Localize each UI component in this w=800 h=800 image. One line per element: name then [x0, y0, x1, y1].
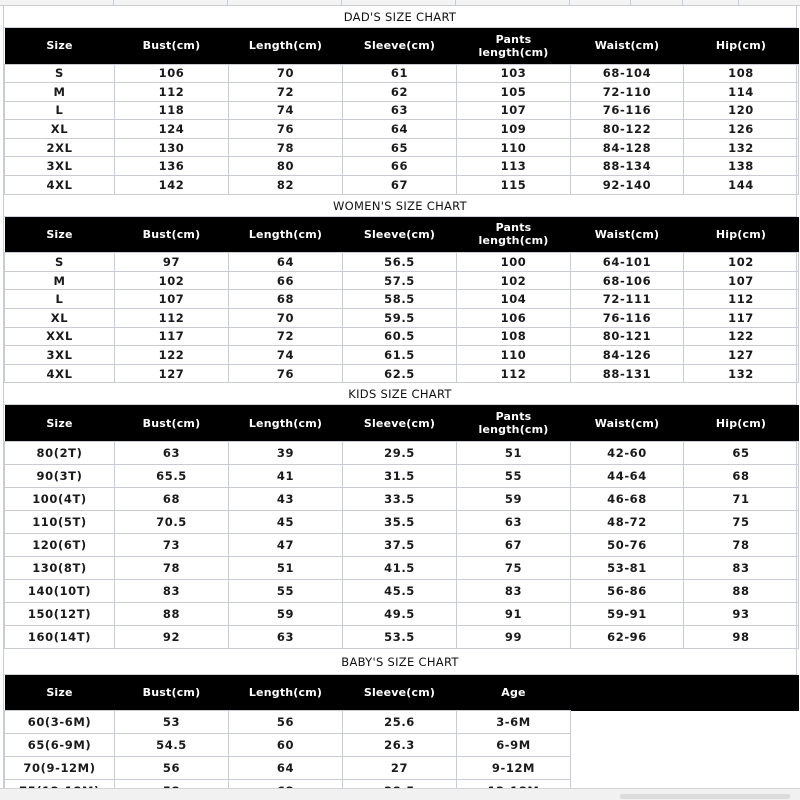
measurement-cell: 26.3 — [343, 734, 457, 757]
measurement-cell: 51 — [229, 556, 343, 579]
measurement-cell: 72 — [229, 83, 343, 102]
measurement-cell: 67 — [343, 176, 457, 195]
measurement-cell: 84-128 — [571, 138, 684, 157]
measurement-cell: 51 — [457, 441, 571, 464]
measurement-cell: 80 — [229, 157, 343, 176]
measurement-cell: 102 — [684, 253, 799, 272]
measurement-cell: 112 — [115, 308, 229, 327]
table-row — [5, 364, 799, 383]
measurement-cell: 60 — [229, 734, 343, 757]
measurement-cell: 106 — [457, 308, 571, 327]
header-filler — [684, 675, 799, 711]
column-header-bust: Bust(cm) — [115, 217, 229, 253]
measurement-cell: 41.5 — [343, 556, 457, 579]
size-cell: S — [5, 64, 115, 83]
baby-size-chart-title: BABY'S SIZE CHART — [4, 649, 796, 675]
column-header-sleeve: Sleeve(cm) — [343, 405, 457, 441]
column-header-hip: Hip(cm) — [684, 217, 799, 253]
size-cell: S — [5, 253, 115, 272]
measurement-cell: 72-111 — [571, 290, 684, 309]
measurement-cell: 66 — [229, 271, 343, 290]
table-row — [5, 327, 799, 346]
women-size-chart-title: WOMEN'S SIZE CHART — [4, 195, 796, 217]
measurement-cell: 144 — [684, 176, 799, 195]
size-cell: 2XL — [5, 138, 115, 157]
table-header-row — [5, 217, 799, 253]
measurement-cell: 35.5 — [343, 510, 457, 533]
measurement-cell: 60.5 — [343, 327, 457, 346]
measurement-cell: 76-116 — [571, 308, 684, 327]
scrollbar-thumb[interactable] — [620, 794, 790, 799]
measurement-cell: 138 — [684, 157, 799, 176]
measurement-cell: 74 — [229, 346, 343, 365]
measurement-cell: 76 — [229, 364, 343, 383]
measurement-cell: 55 — [457, 464, 571, 487]
measurement-cell: 80-122 — [571, 120, 684, 139]
table-header-row — [5, 405, 799, 441]
measurement-cell: 27 — [343, 757, 457, 780]
empty-area — [571, 711, 799, 800]
measurement-cell: 59.5 — [343, 308, 457, 327]
column-header-pants-length: Pants length(cm) — [457, 405, 571, 441]
measurement-cell: 103 — [457, 64, 571, 83]
measurement-cell: 64-101 — [571, 253, 684, 272]
measurement-cell: 56 — [115, 757, 229, 780]
measurement-cell: 107 — [457, 101, 571, 120]
measurement-cell: 112 — [115, 83, 229, 102]
measurement-cell: 76-116 — [571, 101, 684, 120]
table-row — [5, 711, 799, 734]
column-header-hip: Hip(cm) — [684, 405, 799, 441]
column-header-length: Length(cm) — [229, 217, 343, 253]
size-cell: 120(6T) — [5, 533, 115, 556]
measurement-cell: 31.5 — [343, 464, 457, 487]
size-cell: 160(14T) — [5, 625, 115, 648]
dad-size-chart-title: DAD'S SIZE CHART — [4, 6, 796, 28]
table-row — [5, 308, 799, 327]
measurement-cell: 98 — [684, 625, 799, 648]
size-cell: 100(4T) — [5, 487, 115, 510]
women-size-table — [4, 217, 799, 384]
size-cell: XL — [5, 120, 115, 139]
measurement-cell: 67 — [457, 533, 571, 556]
baby-size-table — [4, 675, 799, 800]
measurement-cell: 91 — [457, 602, 571, 625]
measurement-cell: 41 — [229, 464, 343, 487]
measurement-cell: 114 — [684, 83, 799, 102]
measurement-cell: 75 — [457, 556, 571, 579]
measurement-cell: 39 — [229, 441, 343, 464]
table-row — [5, 138, 799, 157]
measurement-cell: 33.5 — [343, 487, 457, 510]
measurement-cell: 63 — [457, 510, 571, 533]
measurement-cell: 6-9M — [457, 734, 571, 757]
column-header-size: Size — [5, 217, 115, 253]
size-cell: XL — [5, 308, 115, 327]
size-cell: 80(2T) — [5, 441, 115, 464]
measurement-cell: 70.5 — [115, 510, 229, 533]
measurement-cell: 70 — [229, 308, 343, 327]
measurement-cell: 66 — [343, 157, 457, 176]
measurement-cell: 37.5 — [343, 533, 457, 556]
measurement-cell: 109 — [457, 120, 571, 139]
measurement-cell: 53.5 — [343, 625, 457, 648]
measurement-cell: 53-81 — [571, 556, 684, 579]
column-header-size: Size — [5, 675, 115, 711]
table-row — [5, 533, 799, 556]
column-header-hip: Hip(cm) — [684, 28, 799, 64]
measurement-cell: 65 — [343, 138, 457, 157]
measurement-cell: 44-64 — [571, 464, 684, 487]
column-header-length: Length(cm) — [229, 28, 343, 64]
measurement-cell: 120 — [684, 101, 799, 120]
table-header-row — [5, 28, 799, 64]
column-header-length: Length(cm) — [229, 405, 343, 441]
measurement-cell: 59 — [229, 602, 343, 625]
measurement-cell: 110 — [457, 346, 571, 365]
size-chart-sheet — [3, 6, 797, 800]
measurement-cell: 71 — [684, 487, 799, 510]
column-header-bust: Bust(cm) — [115, 28, 229, 64]
measurement-cell: 70 — [229, 64, 343, 83]
measurement-cell: 75 — [684, 510, 799, 533]
table-header-row — [5, 675, 799, 711]
table-row — [5, 579, 799, 602]
size-cell: 4XL — [5, 176, 115, 195]
measurement-cell: 136 — [115, 157, 229, 176]
measurement-cell: 63 — [343, 101, 457, 120]
measurement-cell: 25.6 — [343, 711, 457, 734]
measurement-cell: 126 — [684, 120, 799, 139]
measurement-cell: 78 — [229, 138, 343, 157]
size-cell: 130(8T) — [5, 556, 115, 579]
measurement-cell: 115 — [457, 176, 571, 195]
size-cell: M — [5, 271, 115, 290]
measurement-cell: 73 — [115, 533, 229, 556]
size-cell: 150(12T) — [5, 602, 115, 625]
measurement-cell: 88 — [115, 602, 229, 625]
measurement-cell: 62-96 — [571, 625, 684, 648]
measurement-cell: 62.5 — [343, 364, 457, 383]
dad-size-table — [4, 28, 799, 195]
table-row — [5, 556, 799, 579]
measurement-cell: 47 — [229, 533, 343, 556]
measurement-cell: 112 — [457, 364, 571, 383]
column-header-bust: Bust(cm) — [115, 405, 229, 441]
measurement-cell: 56.5 — [343, 253, 457, 272]
table-row — [5, 625, 799, 648]
measurement-cell: 100 — [457, 253, 571, 272]
size-cell: 110(5T) — [5, 510, 115, 533]
measurement-cell: 117 — [115, 327, 229, 346]
measurement-cell: 130 — [115, 138, 229, 157]
measurement-cell: 99 — [457, 625, 571, 648]
measurement-cell: 68 — [684, 464, 799, 487]
size-cell: 3XL — [5, 346, 115, 365]
column-header-size: Size — [5, 28, 115, 64]
measurement-cell: 68-104 — [571, 64, 684, 83]
measurement-cell: 122 — [115, 346, 229, 365]
measurement-cell: 78 — [115, 556, 229, 579]
measurement-cell: 29.5 — [343, 441, 457, 464]
measurement-cell: 49.5 — [343, 602, 457, 625]
measurement-cell: 122 — [684, 327, 799, 346]
measurement-cell: 45.5 — [343, 579, 457, 602]
measurement-cell: 9-12M — [457, 757, 571, 780]
size-cell: M — [5, 83, 115, 102]
measurement-cell: 113 — [457, 157, 571, 176]
measurement-cell: 64 — [229, 757, 343, 780]
column-header-size: Size — [5, 405, 115, 441]
measurement-cell: 132 — [684, 138, 799, 157]
measurement-cell: 55 — [229, 579, 343, 602]
table-row — [5, 510, 799, 533]
measurement-cell: 68 — [229, 290, 343, 309]
measurement-cell: 83 — [457, 579, 571, 602]
size-cell: 90(3T) — [5, 464, 115, 487]
measurement-cell: 102 — [115, 271, 229, 290]
measurement-cell: 62 — [343, 83, 457, 102]
measurement-cell: 72-110 — [571, 83, 684, 102]
measurement-cell: 57.5 — [343, 271, 457, 290]
measurement-cell: 48-72 — [571, 510, 684, 533]
measurement-cell: 84-126 — [571, 346, 684, 365]
column-header-length: Length(cm) — [229, 675, 343, 711]
measurement-cell: 88-134 — [571, 157, 684, 176]
table-row — [5, 176, 799, 195]
measurement-cell: 107 — [115, 290, 229, 309]
column-header-sleeve: Sleeve(cm) — [343, 28, 457, 64]
measurement-cell: 82 — [229, 176, 343, 195]
measurement-cell: 65.5 — [115, 464, 229, 487]
measurement-cell: 68-106 — [571, 271, 684, 290]
measurement-cell: 56-86 — [571, 579, 684, 602]
measurement-cell: 64 — [229, 253, 343, 272]
measurement-cell: 112 — [684, 290, 799, 309]
measurement-cell: 132 — [684, 364, 799, 383]
table-row — [5, 253, 799, 272]
measurement-cell: 88 — [684, 579, 799, 602]
column-header-pants-length: Pants length(cm) — [457, 28, 571, 64]
measurement-cell: 59 — [457, 487, 571, 510]
measurement-cell: 142 — [115, 176, 229, 195]
measurement-cell: 124 — [115, 120, 229, 139]
measurement-cell: 93 — [684, 602, 799, 625]
column-header-waist: Waist(cm) — [571, 28, 684, 64]
measurement-cell: 68 — [115, 487, 229, 510]
measurement-cell: 83 — [684, 556, 799, 579]
measurement-cell: 127 — [115, 364, 229, 383]
measurement-cell: 63 — [115, 441, 229, 464]
measurement-cell: 104 — [457, 290, 571, 309]
measurement-cell: 58.5 — [343, 290, 457, 309]
column-header-sleeve: Sleeve(cm) — [343, 217, 457, 253]
table-row — [5, 487, 799, 510]
size-cell: XXL — [5, 327, 115, 346]
measurement-cell: 88-131 — [571, 364, 684, 383]
measurement-cell: 42-60 — [571, 441, 684, 464]
measurement-cell: 46-68 — [571, 487, 684, 510]
measurement-cell: 43 — [229, 487, 343, 510]
measurement-cell: 117 — [684, 308, 799, 327]
measurement-cell: 108 — [684, 64, 799, 83]
measurement-cell: 83 — [115, 579, 229, 602]
table-row — [5, 602, 799, 625]
column-header-age: Age — [457, 675, 571, 711]
header-filler — [571, 675, 684, 711]
measurement-cell: 56 — [229, 711, 343, 734]
measurement-cell: 65 — [684, 441, 799, 464]
measurement-cell: 80-121 — [571, 327, 684, 346]
measurement-cell: 102 — [457, 271, 571, 290]
size-cell: 60(3-6M) — [5, 711, 115, 734]
table-row — [5, 64, 799, 83]
measurement-cell: 64 — [343, 120, 457, 139]
column-header-bust: Bust(cm) — [115, 675, 229, 711]
size-cell: L — [5, 101, 115, 120]
size-cell: 140(10T) — [5, 579, 115, 602]
measurement-cell: 54.5 — [115, 734, 229, 757]
measurement-cell: 76 — [229, 120, 343, 139]
measurement-cell: 61 — [343, 64, 457, 83]
table-row — [5, 271, 799, 290]
measurement-cell: 92 — [115, 625, 229, 648]
measurement-cell: 92-140 — [571, 176, 684, 195]
table-row — [5, 464, 799, 487]
measurement-cell: 53 — [115, 711, 229, 734]
measurement-cell: 108 — [457, 327, 571, 346]
size-cell: 65(6-9M) — [5, 734, 115, 757]
measurement-cell: 45 — [229, 510, 343, 533]
measurement-cell: 59-91 — [571, 602, 684, 625]
size-cell: 3XL — [5, 157, 115, 176]
table-row — [5, 290, 799, 309]
table-row — [5, 120, 799, 139]
size-cell: 4XL — [5, 364, 115, 383]
size-cell: 70(9-12M) — [5, 757, 115, 780]
measurement-cell: 72 — [229, 327, 343, 346]
table-row — [5, 101, 799, 120]
kids-size-table — [4, 405, 799, 649]
kids-size-chart-title: KIDS SIZE CHART — [4, 383, 796, 405]
table-row — [5, 83, 799, 102]
column-header-waist: Waist(cm) — [571, 217, 684, 253]
horizontal-scrollbar[interactable] — [0, 788, 800, 800]
measurement-cell: 106 — [115, 64, 229, 83]
measurement-cell: 61.5 — [343, 346, 457, 365]
measurement-cell: 107 — [684, 271, 799, 290]
table-row — [5, 346, 799, 365]
size-cell: L — [5, 290, 115, 309]
column-header-waist: Waist(cm) — [571, 405, 684, 441]
measurement-cell: 127 — [684, 346, 799, 365]
column-header-sleeve: Sleeve(cm) — [343, 675, 457, 711]
measurement-cell: 105 — [457, 83, 571, 102]
measurement-cell: 118 — [115, 101, 229, 120]
column-header-pants-length: Pants length(cm) — [457, 217, 571, 253]
measurement-cell: 3-6M — [457, 711, 571, 734]
table-row — [5, 441, 799, 464]
measurement-cell: 74 — [229, 101, 343, 120]
measurement-cell: 63 — [229, 625, 343, 648]
measurement-cell: 97 — [115, 253, 229, 272]
measurement-cell: 110 — [457, 138, 571, 157]
table-row — [5, 157, 799, 176]
measurement-cell: 50-76 — [571, 533, 684, 556]
measurement-cell: 78 — [684, 533, 799, 556]
